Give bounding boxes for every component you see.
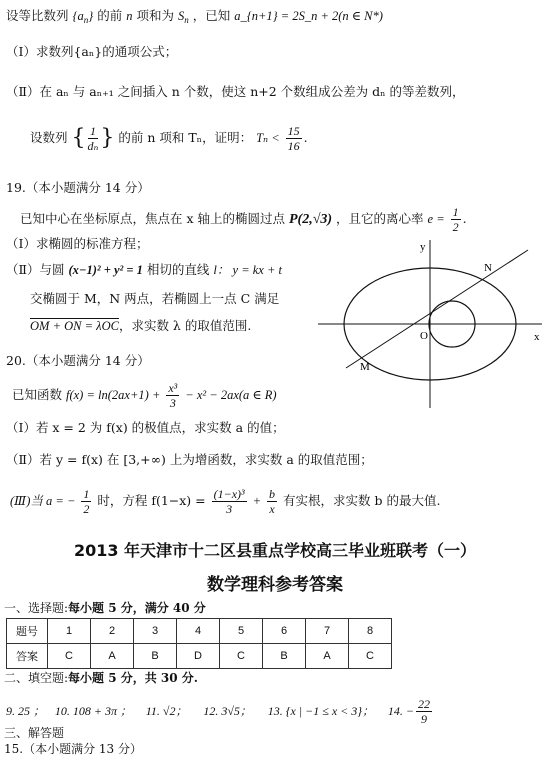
q15-title: 15.（本小题满分 13 分） bbox=[4, 742, 142, 756]
q18-part2 bbox=[6, 84, 465, 100]
table-answer-label: 答案 bbox=[7, 644, 48, 669]
section1-note: 每小题 5 分，满分 40 分 bbox=[68, 601, 206, 615]
q18-intro-S-sub: n bbox=[184, 15, 189, 25]
q18-part2-line2 bbox=[30, 124, 308, 153]
answer-title: 2013 年天津市十二区县重点学校高三毕业班联考（一） bbox=[73, 541, 477, 560]
q20-fn2: − x² − 2ax(a ∈ R) bbox=[185, 388, 277, 402]
table-cell: 7 bbox=[306, 619, 349, 644]
q18-p2-line2-pre: 设数列 bbox=[30, 130, 68, 145]
section2-heading bbox=[4, 670, 198, 686]
q18-p1-label: （Ⅰ） bbox=[6, 44, 36, 59]
q19-p2-mid: 相切的直线 bbox=[146, 262, 210, 277]
q20-fn: f(x) = ln(2ax+1) + bbox=[66, 388, 161, 402]
seq-an-brace: $\{a_n\}$ bbox=[72, 9, 94, 25]
fill-answer: 9. 25 ； bbox=[6, 704, 46, 718]
fill-answer: 13. {x | −1 ≤ x < 3}； bbox=[267, 704, 375, 718]
q19-stem-text: 已知中心在坐标原点，焦点在 x 轴上的椭圆过点 bbox=[20, 211, 285, 226]
q20-p3-frac2-den: 3 bbox=[226, 502, 233, 516]
table-cell: 4 bbox=[177, 619, 220, 644]
table-cell: A bbox=[306, 644, 349, 669]
q19-part2 bbox=[6, 262, 282, 278]
q20-frac-num: x³ bbox=[168, 381, 178, 395]
fill-answer: 14. − bbox=[387, 704, 415, 718]
q18-frac-den: dₙ bbox=[87, 139, 99, 153]
q18-frac-1-over-dn bbox=[88, 124, 99, 153]
q20-p3-plus: + bbox=[252, 494, 262, 508]
q20-p3-pre: (Ⅲ)当 a = − bbox=[10, 494, 76, 508]
q18-intro-known: ，已知 bbox=[192, 8, 231, 23]
q19-stem2: ，且它的离心率 bbox=[336, 211, 424, 226]
q18-part1 bbox=[6, 44, 177, 60]
table-cell: C bbox=[220, 644, 263, 669]
q19-p2-c: ，求实数 λ 的取值范围. bbox=[118, 318, 252, 333]
q18-intro-mid: 的前 bbox=[97, 8, 123, 23]
q20-stem bbox=[12, 381, 277, 410]
q20-p3-frac3-den: x bbox=[269, 502, 275, 516]
fill-answer: 11. √2； bbox=[145, 704, 188, 718]
q19-p2-pre: （Ⅱ）与圆 bbox=[6, 262, 65, 277]
q19-ecc-num: 1 bbox=[452, 205, 459, 219]
q18-end: . bbox=[303, 130, 308, 145]
q20-p3-frac2 bbox=[212, 487, 247, 516]
q18-intro-pre: 设等比数列 bbox=[6, 8, 69, 23]
table-cell: 8 bbox=[349, 619, 392, 644]
table-cell: C bbox=[349, 644, 392, 669]
q20-frac bbox=[166, 381, 179, 410]
section2-label: 二、填空题: bbox=[4, 671, 69, 685]
q19-ecc: e = bbox=[427, 212, 445, 226]
fig-label-y: y bbox=[420, 241, 426, 253]
table-cell: A bbox=[91, 644, 134, 669]
table-cell: 2 bbox=[91, 619, 134, 644]
q19-line-eq: l： y = kx + t bbox=[213, 263, 283, 277]
q18-bound-num: 15 bbox=[287, 124, 300, 138]
q18-frac-num: 1 bbox=[88, 124, 99, 139]
q18-p1-text: 求数列{aₙ}的通项公式； bbox=[35, 44, 178, 59]
q20-part2: （Ⅱ）若 y = f(x) 在 [3,+∞) 上为增函数，求实数 a 的取值范围； bbox=[6, 452, 373, 467]
table-cell: 6 bbox=[263, 619, 306, 644]
q20-p3-den: 2 bbox=[83, 502, 90, 516]
q20-p3-frac2-num: (1−x)³ bbox=[213, 487, 245, 501]
q19-ecc-frac bbox=[451, 205, 461, 234]
q14-num: 22 bbox=[418, 697, 431, 711]
q18-intro bbox=[6, 8, 383, 28]
table-cell: B bbox=[263, 644, 306, 669]
q20-frac-den: 3 bbox=[169, 396, 176, 410]
table-cell: 3 bbox=[134, 619, 177, 644]
ellipse-figure bbox=[316, 236, 550, 412]
q18-intro-n: n bbox=[126, 9, 133, 23]
q19-ecc-den: 2 bbox=[452, 220, 459, 234]
q18-intro-S: S bbox=[177, 9, 185, 23]
section3-heading: 三、解答题 bbox=[4, 726, 65, 740]
table-row-numbers bbox=[7, 619, 392, 644]
right-brace: } bbox=[100, 125, 115, 151]
fig-label-M: M bbox=[360, 361, 370, 373]
q20-stem-pre: 已知函数 bbox=[12, 387, 63, 402]
q18-p2-text: 在 aₙ 与 aₙ₊₁ 之间插入 n 个数，使这 n+2 个数组成公差为 dₙ 的等差数列， bbox=[39, 84, 465, 99]
answer-subtitle: 数学理科参考答案 bbox=[207, 575, 343, 595]
table-cell: 5 bbox=[220, 619, 263, 644]
q20-p3-mid: 时，方程 f(1−x) = bbox=[97, 493, 206, 508]
section2-answers bbox=[6, 697, 434, 726]
section1-heading bbox=[4, 600, 206, 616]
fig-label-O: O bbox=[420, 330, 428, 342]
q18-bound-frac bbox=[286, 124, 302, 153]
q19-stem bbox=[20, 205, 467, 234]
q18-p2-line2-mid: 的前 n 项和 Tₙ，证明： bbox=[118, 130, 253, 145]
q20-p3-frac3 bbox=[267, 487, 277, 516]
q20-p3-frac3-num: b bbox=[269, 487, 276, 501]
q20-p3-frac bbox=[81, 487, 91, 516]
fig-label-N: N bbox=[484, 262, 492, 274]
table-row-answers bbox=[7, 644, 392, 669]
q20-p3-num: 1 bbox=[83, 487, 90, 501]
q19-point: P(2,√3) bbox=[288, 212, 333, 227]
q18-bound-den: 16 bbox=[287, 139, 300, 153]
q18-p2-label: （Ⅱ） bbox=[6, 84, 40, 99]
q19-circle-eq: (x−1)² + y² = 1 bbox=[68, 263, 143, 277]
q18-intro-formula: a_{n+1} = 2S_n + 2(n ∈ N*) bbox=[234, 9, 383, 23]
q19-part2-c bbox=[30, 318, 251, 334]
q19-part1: （Ⅰ）求椭圆的标准方程； bbox=[6, 236, 149, 251]
answer-table bbox=[6, 618, 392, 669]
q18-ineq: Tₙ < bbox=[256, 131, 280, 145]
table-cell: C bbox=[48, 644, 91, 669]
fill-answer: 10. 108 + 3π ； bbox=[54, 704, 132, 718]
fill-answer: 12. 3√5； bbox=[203, 704, 252, 718]
q14-den: 9 bbox=[421, 712, 428, 726]
q14-frac bbox=[416, 697, 432, 726]
fig-label-x: x bbox=[534, 331, 540, 343]
table-header-label: 题号 bbox=[7, 619, 48, 644]
table-cell: D bbox=[177, 644, 220, 669]
section1-label: 一、选择题: bbox=[4, 601, 69, 615]
left-brace: { bbox=[71, 125, 86, 151]
q20-p3-end: 有实根，求实数 b 的最大值. bbox=[283, 493, 441, 508]
q20-part1: （Ⅰ）若 x = 2 为 f(x) 的极值点，求实数 a 的值； bbox=[6, 420, 285, 435]
q19-title: 19.（本小题满分 14 分） bbox=[6, 180, 150, 195]
table-cell: B bbox=[134, 644, 177, 669]
q20-part3 bbox=[10, 487, 440, 516]
q19-ecc-end: . bbox=[462, 211, 467, 226]
q20-title: 20.（本小题满分 14 分） bbox=[6, 353, 150, 368]
q18-intro-mid2: 项和为 bbox=[136, 8, 174, 23]
table-cell: 1 bbox=[48, 619, 91, 644]
q19-part2-b: 交椭圆于 M，N 两点，若椭圆上一点 C 满足 bbox=[30, 291, 280, 306]
section2-note: 每小题 5 分，共 30 分. bbox=[68, 671, 198, 685]
q19-vector-eq: OM + ON = λOC bbox=[30, 319, 119, 333]
